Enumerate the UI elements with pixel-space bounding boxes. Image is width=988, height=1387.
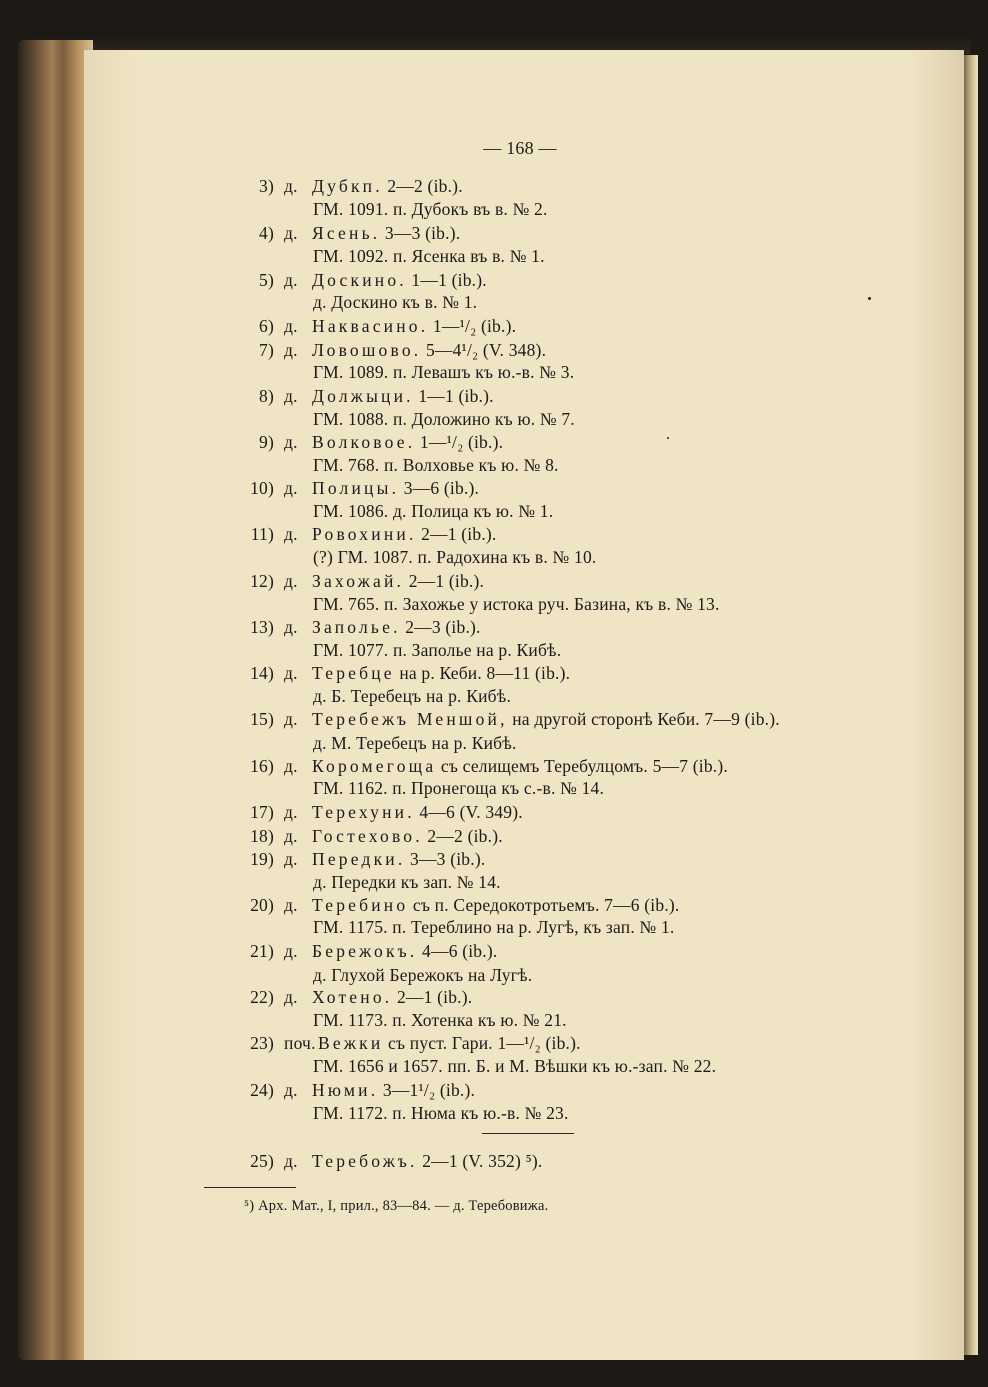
entry-number: 23) [250,1033,274,1053]
entry-number: 19) [250,849,274,869]
entry-name: Ясень. [312,223,381,243]
entry-type: д. [284,987,298,1007]
entry-number: 25) [250,1151,274,1171]
entry-number: 21) [250,941,274,961]
entry-details: 2—2 (ib.). [422,826,503,846]
entry-name: Бережокъ. [312,941,418,961]
entry-note: ГМ. 1162. п. Пронегоща къ с.-в. № 14. [313,778,605,798]
entry-type: д. [284,826,298,846]
entry-type: д. [284,176,298,196]
entry-details: съ п. Середокотротьемъ. 7—6 (ib.). [408,895,680,915]
entry-name: Теребино [312,895,409,915]
entry-name: Должыци. [312,386,414,406]
entry-note: ГМ. 1086. д. Полица къ ю. № 1. [313,501,554,521]
page-number: — 168 — [483,138,557,158]
entry-name: Доскино. [312,270,407,290]
entry-type: д. [284,617,298,637]
entry-name: Волковое. [312,432,416,452]
entry-number: 16) [250,756,274,776]
footnote: ⁵) Арх. Мат., I, прил., 83—84. — д. Теребовижа. [244,1198,549,1214]
entry-note: ГМ. 1089. п. Левашъ къ ю.-в. № 3. [313,362,575,382]
entry-name: Коромегоща [312,756,437,776]
entry-name: Ровохини. [312,524,417,544]
entry-details: 1—1 (ib.). [406,270,487,290]
entry-type: д. [284,1080,298,1100]
entry-type: д. [284,802,298,822]
footnote-divider [204,1187,296,1188]
entry-details: 2—1 (ib.). [404,571,485,591]
entry-details: 2—3 (ib.). [400,617,481,637]
entry-type: д. [284,223,298,243]
entry-name: Теребожъ. [312,1151,418,1171]
entry-name: Передки. [312,849,406,869]
entry-note: ГМ. 1173. п. Хотенка къ ю. № 21. [313,1010,567,1030]
entry-number: 10) [250,478,274,498]
entry-number: 9) [259,432,274,452]
entry-details: 4—6 (ib.). [417,941,498,961]
entry-details: съ селищемъ Теребулцомъ. 5—7 (ib.). [436,756,728,776]
entry-number: 20) [250,895,274,915]
entry-type: д. [284,1151,298,1171]
entry-details: 3—3 (ib.). [380,223,461,243]
entry-name: Ловошово. [312,340,422,360]
entry-number: 13) [250,617,274,637]
entry-note: ГМ. 768. п. Волховье къ ю. № 8. [313,455,559,475]
entry-details: на р. Кеби. 8—11 (ib.). [394,663,571,683]
book-right-edge [964,55,978,1355]
ink-speck [868,297,871,300]
entry-name: Заполье. [312,617,401,637]
entry-type: д. [284,432,298,452]
entry-type: д. [284,340,298,360]
entry-name: Хотено. [312,987,393,1007]
entry-details: 2—2 (ib.). [382,176,463,196]
entry-type: д. [284,895,298,915]
entry-note: д. Доскино къ в. № 1. [313,292,478,312]
entry-number: 18) [250,826,274,846]
entry-type: д. [284,478,298,498]
entry-type: поч. [284,1033,316,1053]
entry-number: 14) [250,663,274,683]
entry-name: Наквасино. [312,316,429,336]
entry-number: 24) [250,1080,274,1100]
entry-details: 1—¹/₂ (ib.). [428,316,517,336]
entry-number: 3) [259,176,274,196]
entry-details: 1—¹/₂ (ib.). [415,432,504,452]
entry-type: д. [284,756,298,776]
entry-note: д. Глухой Бережокъ на Лугѣ. [313,965,533,985]
entry-name: Гостехово. [312,826,423,846]
ink-speck [667,437,669,439]
entry-name: Теребежъ Меншой, [312,709,508,729]
entry-details: 3—6 (ib.). [399,478,480,498]
entry-note: (?) ГМ. 1087. п. Радохина къ в. № 10. [313,547,597,567]
entry-details: 1—1 (ib.). [413,386,494,406]
entry-note: д. Передки къ зап. № 14. [313,872,501,892]
entry-type: д. [284,663,298,683]
entry-note: д. Б. Теребецъ на р. Кибѣ. [313,686,512,706]
entry-number: 7) [259,340,274,360]
entry-note: ГМ. 1091. п. Дубокъ въ в. № 2. [313,199,548,219]
entry-name: Дубкп. [312,176,383,196]
entry-note: ГМ. 1077. п. Заполье на р. Кибѣ. [313,640,562,660]
entry-name: Вежки [318,1033,384,1053]
entry-type: д. [284,386,298,406]
entry-number: 12) [250,571,274,591]
entry-details: 3—1¹/₂ (ib.). [378,1080,476,1100]
entry-type: д. [284,316,298,336]
entry-details: на другой сторонѣ Кеби. 7—9 (ib.). [507,709,780,729]
entry-details: 5—4¹/₂ (V. 348). [421,340,547,360]
entry-details: 2—1 (ib.). [392,987,473,1007]
entry-details: съ пуст. Гари. 1—¹/₂ (ib.). [383,1033,581,1053]
entry-type: д. [284,571,298,591]
section-divider [482,1133,574,1134]
entry-name: Захожай. [312,571,405,591]
entry-type: д. [284,270,298,290]
book-left-edge [18,40,93,1360]
entry-note: ГМ. 1092. п. Ясенка въ в. № 1. [313,246,545,266]
entry-number: 11) [250,524,274,544]
entry-note: ГМ. 1172. п. Нюма къ ю.-в. № 23. [313,1103,569,1123]
entry-type: д. [284,849,298,869]
entry-note: ГМ. 1656 и 1657. пп. Б. и М. Вѣшки къ ю.-зап. № 22. [313,1056,717,1076]
entry-type: д. [284,524,298,544]
entry-note: ГМ. 1175. п. Тереблино на р. Лугѣ, къ зап. № 1. [313,917,675,937]
entry-note: ГМ. 765. п. Захожье у истока руч. Базина, къ в. № 13. [313,594,720,614]
entry-number: 22) [250,987,274,1007]
entry-name: Терехуни. [312,802,415,822]
entry-name: Нюми. [312,1080,379,1100]
entry-note: д. М. Теребецъ на р. Кибѣ. [313,733,517,753]
entry-number: 8) [259,386,274,406]
entry-type: д. [284,941,298,961]
entry-type: д. [284,709,298,729]
entry-name: Полицы. [312,478,400,498]
entry-details: 2—1 (ib.). [416,524,497,544]
entry-number: 17) [250,802,274,822]
entry-number: 5) [259,270,274,290]
entry-note: ГМ. 1088. п. Доложино къ ю. № 7. [313,409,575,429]
entry-number: 15) [250,709,274,729]
entry-details: 2—1 (V. 352) ⁵). [417,1151,543,1171]
entry-details: 3—3 (ib.). [405,849,486,869]
entry-details: 4—6 (V. 349). [414,802,523,822]
entry-name: Теребце [312,663,395,683]
entry-number: 4) [259,223,274,243]
entry-number: 6) [259,316,274,336]
